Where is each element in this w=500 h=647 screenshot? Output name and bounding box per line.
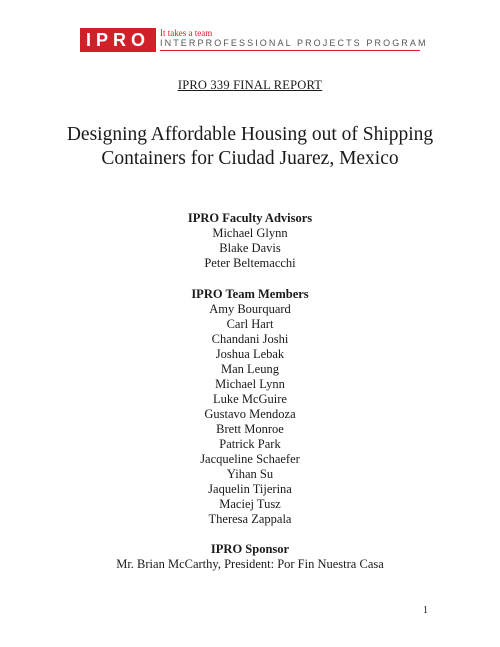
report-label: IPRO 339 FINAL REPORT (177, 78, 323, 92)
sponsor-text: Mr. Brian McCarthy, President: Por Fin Nuestra Casa (116, 557, 384, 571)
member-name: Yihan Su (226, 467, 274, 481)
advisors-section (0, 211, 500, 271)
members-section (0, 287, 500, 527)
advisors-heading: IPRO Faculty Advisors (187, 211, 313, 225)
member-name: Patrick Park (219, 437, 281, 451)
member-name: Theresa Zappala (208, 512, 292, 526)
report-title: Designing Affordable Housing out of Shipping Containers for Ciudad Juarez, Mexico (66, 124, 434, 169)
program-name: INTERPROFESSIONAL PROJECTS PROGRAM (160, 38, 428, 48)
member-name: Amy Bourquard (209, 302, 291, 316)
sponsor-heading: IPRO Sponsor (210, 542, 290, 556)
sponsor-section (0, 542, 500, 572)
logo-tagline: It takes a team (160, 28, 213, 38)
ipro-logo: IPRO (80, 28, 156, 52)
member-name: Maciej Tusz (219, 497, 281, 511)
advisor-name: Peter Beltemacchi (204, 256, 296, 270)
advisor-name: Blake Davis (219, 241, 281, 255)
header-rule (160, 50, 420, 51)
page-number: 1 (423, 605, 428, 616)
member-name: Joshua Lebak (215, 347, 285, 361)
member-name: Michael Lynn (215, 377, 285, 391)
member-name: Chandani Joshi (211, 332, 289, 346)
members-heading: IPRO Team Members (191, 287, 309, 301)
member-name: Jacqueline Schaefer (200, 452, 300, 466)
member-name: Luke McGuire (213, 392, 287, 406)
member-name: Man Leung (221, 362, 279, 376)
member-name: Brett Monroe (216, 422, 284, 436)
member-name: Gustavo Mendoza (204, 407, 296, 421)
advisor-name: Michael Glynn (212, 226, 288, 240)
member-name: Carl Hart (226, 317, 274, 331)
member-name: Jaquelin Tijerina (208, 482, 292, 496)
